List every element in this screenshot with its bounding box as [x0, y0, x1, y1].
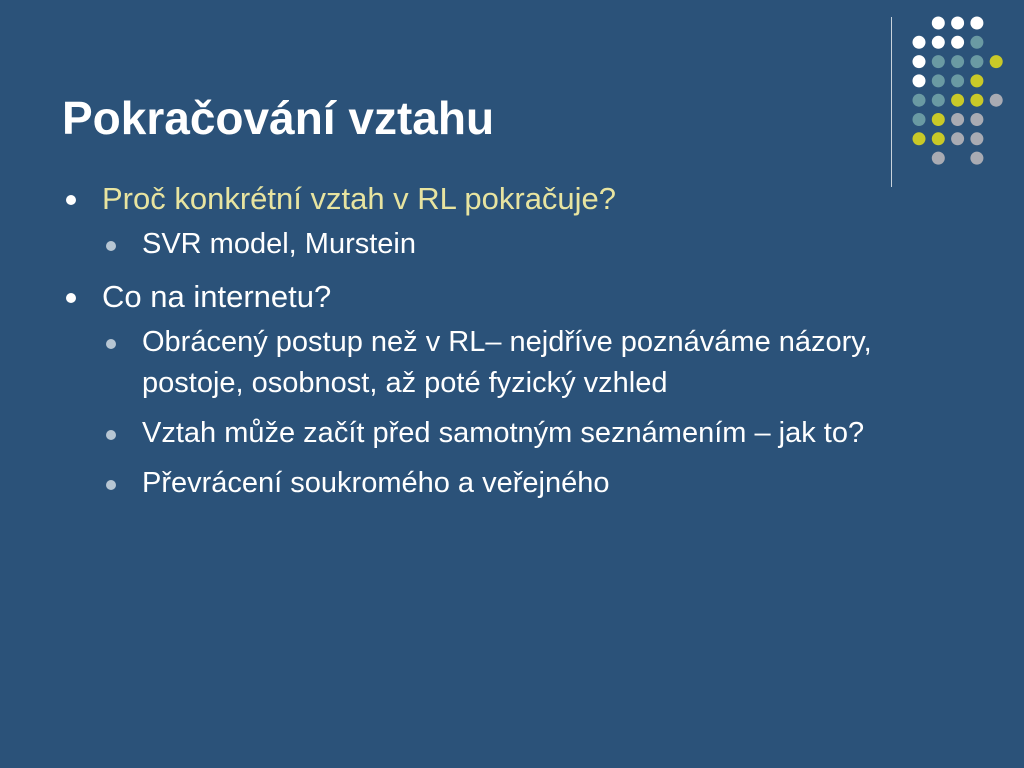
decorative-dot [913, 94, 926, 107]
bullet-text: Co na internetu? [102, 279, 332, 314]
decorative-dot [913, 55, 926, 68]
decorative-dot [913, 74, 926, 87]
sub-bullet-item [102, 413, 962, 454]
sub-list [102, 322, 962, 504]
sub-bullet-text: Převrácení soukromého a veřejného [142, 467, 610, 499]
decorative-dot [913, 113, 926, 126]
decorative-dot [932, 94, 945, 107]
decorative-dot [932, 152, 945, 165]
sub-bullet-text: Vztah může začít před samotným seznámením – jak to? [142, 417, 865, 449]
decorative-dot [951, 36, 964, 49]
sub-bullet-item [102, 463, 962, 504]
decorative-dot [932, 74, 945, 87]
decorative-dot [951, 94, 964, 107]
decorative-dot [990, 94, 1003, 107]
decorative-dot [913, 132, 926, 145]
sub-bullet-text: SVR model, Murstein [142, 228, 416, 260]
bullet-item-2 [62, 274, 962, 504]
decorative-dot [932, 55, 945, 68]
bullet-list [62, 176, 962, 513]
decorative-dot [970, 113, 983, 126]
slide-title: Pokračování vztahu [62, 92, 495, 144]
decorative-dot [951, 132, 964, 145]
decorative-dot [970, 132, 983, 145]
decorative-dot [970, 74, 983, 87]
decorative-dot [970, 55, 983, 68]
decorative-dot [932, 113, 945, 126]
decorative-dot [970, 94, 983, 107]
sub-list [102, 224, 962, 265]
decorative-dot [932, 36, 945, 49]
decorative-dot [951, 113, 964, 126]
bullet-text: Proč konkrétní vztah v RL pokračuje? [102, 181, 617, 216]
sub-bullet-text: Obrácený postup než v RL– nejdříve poznáváme názory, postoje, osobnost, až poté fyzický vzhled [142, 326, 872, 399]
sub-bullet-dot [106, 339, 116, 349]
decorative-dot [932, 17, 945, 30]
decorative-dot [913, 36, 926, 49]
sub-bullet-dot [106, 480, 116, 490]
decorative-dot [990, 55, 1003, 68]
decorative-dot [932, 132, 945, 145]
bullet-item-1 [62, 176, 962, 265]
decorative-dot [951, 17, 964, 30]
bullet-dot [66, 195, 76, 205]
bullet-dot [66, 293, 76, 303]
sub-bullet-item [102, 322, 962, 404]
decorative-dot [970, 36, 983, 49]
decorative-dot [970, 152, 983, 165]
sub-bullet-dot [106, 241, 116, 251]
decorative-dot [951, 74, 964, 87]
decorative-dot [951, 55, 964, 68]
vertical-divider [891, 17, 892, 187]
sub-bullet-item [102, 224, 962, 265]
sub-bullet-dot [106, 430, 116, 440]
decorative-dot [970, 17, 983, 30]
